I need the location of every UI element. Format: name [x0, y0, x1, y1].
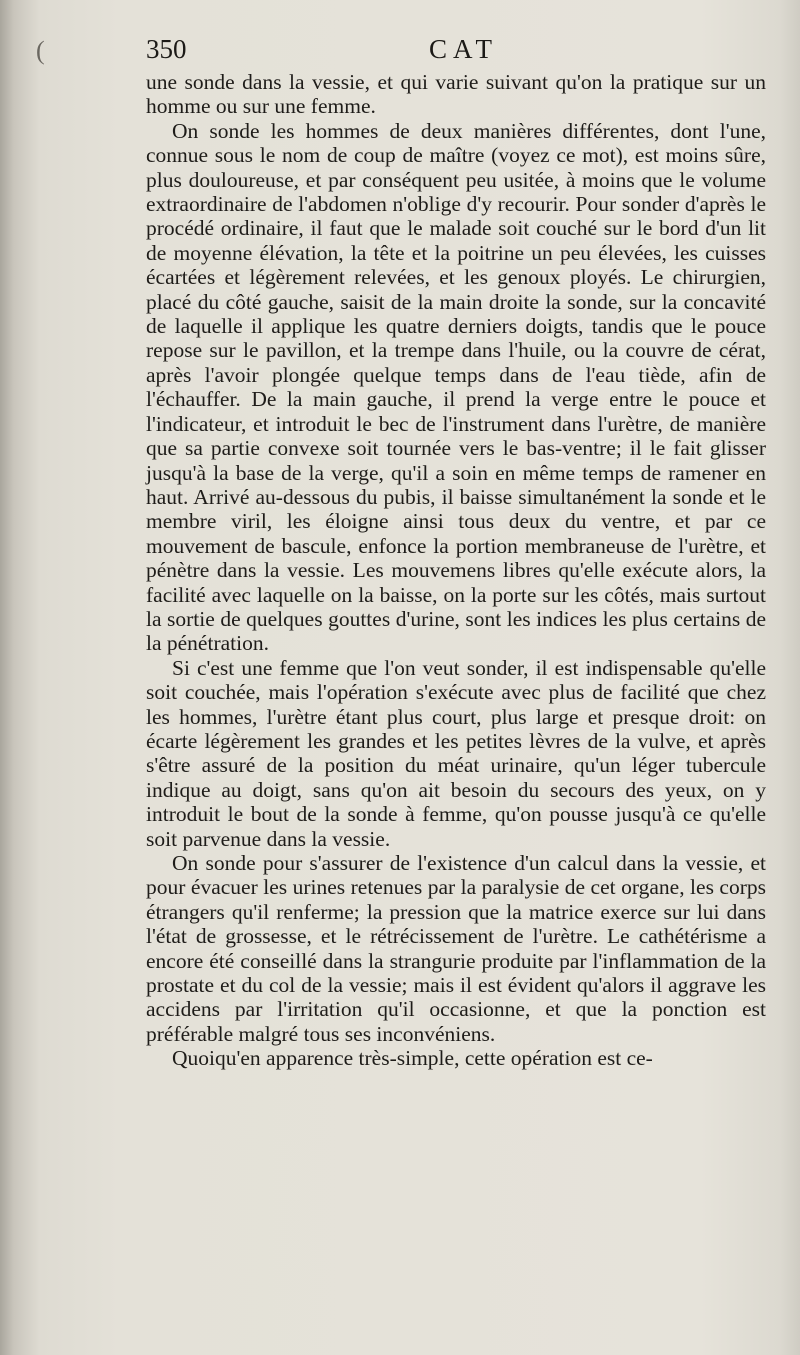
- paragraph-continuation: une sonde dans la vessie, et qui varie suivant qu'on la pratique sur un homme ou sur une femme.: [146, 70, 766, 119]
- margin-mark: (: [36, 36, 45, 65]
- running-head-word: CAT: [429, 34, 499, 64]
- body-text: [146, 70, 766, 1071]
- paragraph-men: On sonde les hommes de deux manières différentes, dont l'une, connue sous le nom de coup de maître (voyez ce mot), est moins sûre, plus douloureuse, et par conséquent peu usitée, à moins que le volume extraordinaire de l'abdomen n'oblige d'y recourir. Pour sonder d'après le procédé ordinaire, il faut que le malade soit couché sur le bord d'un lit de moyenne élévation, la tête et la poitrine un peu élevées, les cuisses écartées et légèrement relevées, et les genoux ployés. Le chirurgien, placé du côté gauche, saisit de la main droite la sonde, sur la concavité de laquelle il applique les quatre derniers doigts, tandis que le pouce repose sur le pavillon, et la trempe dans l'huile, ou la couvre de cérat, après l'avoir plongée quelque temps dans de l'eau tiède, afin de l'échauffer. De la main gauche, il prend la verge entre le pouce et l'indicateur, et introduit le bec de l'instrument dans l'urètre, de manière que sa partie convexe soit tournée vers le bas-ventre; il le fait glisser jusqu'à la base de la verge, qu'il a soin en même temps de ramener en haut. Arrivé au-dessous du pubis, il baisse simultanément la sonde et le membre viril, les éloigne ainsi tous deux du ventre, et par ce mouvement de bascule, enfonce la portion membraneuse de l'urètre, et pénètre dans la vessie. Les mouvemens libres qu'elle exécute alors, la facilité avec laquelle on la baisse, on la porte sur les côtés, mais surtout la sortie de quelques gouttes d'urine, sont les indices les plus certains de la pénétration.: [146, 118, 766, 656]
- paragraph-indications: On sonde pour s'assurer de l'existence d'un calcul dans la vessie, et pour évacuer les urines retenues par la paralysie de cet organe, les corps étrangers qu'il renferme; la pression que la matrice exerce sur lui dans l'état de grossesse, et le rétrécissement de l'urètre. Le cathétérisme a encore été conseillé dans la strangurie produite par l'inflammation de la prostate et du col de la vessie; mais il est évident qu'alors il aggrave les accidens par l'irritation qu'il occasionne, et que la ponction est préférable malgré tous ses inconvéniens.: [146, 851, 766, 1046]
- running-head: [146, 34, 766, 70]
- paragraph-closing: Quoiqu'en apparence très-simple, cette opération est ce-: [172, 1046, 653, 1071]
- paragraph-women: Si c'est une femme que l'on veut sonder, il est indispensable qu'elle soit couchée, mais l'opération s'exécute avec plus de facilité que chez les hommes, l'urètre étant plus court, plus large et presque droit: on écarte légèrement les grandes et les petites lèvres de la vulve, et après s'être assuré de la position du méat urinaire, qu'un léger tubercule indique au doigt, sans qu'on ait besoin du secours des yeux, on y introduit le bout de la sonde à femme, qu'on pousse jusqu'à ce qu'elle soit parvenue dans la vessie.: [146, 655, 766, 851]
- page-number: 350: [146, 34, 187, 64]
